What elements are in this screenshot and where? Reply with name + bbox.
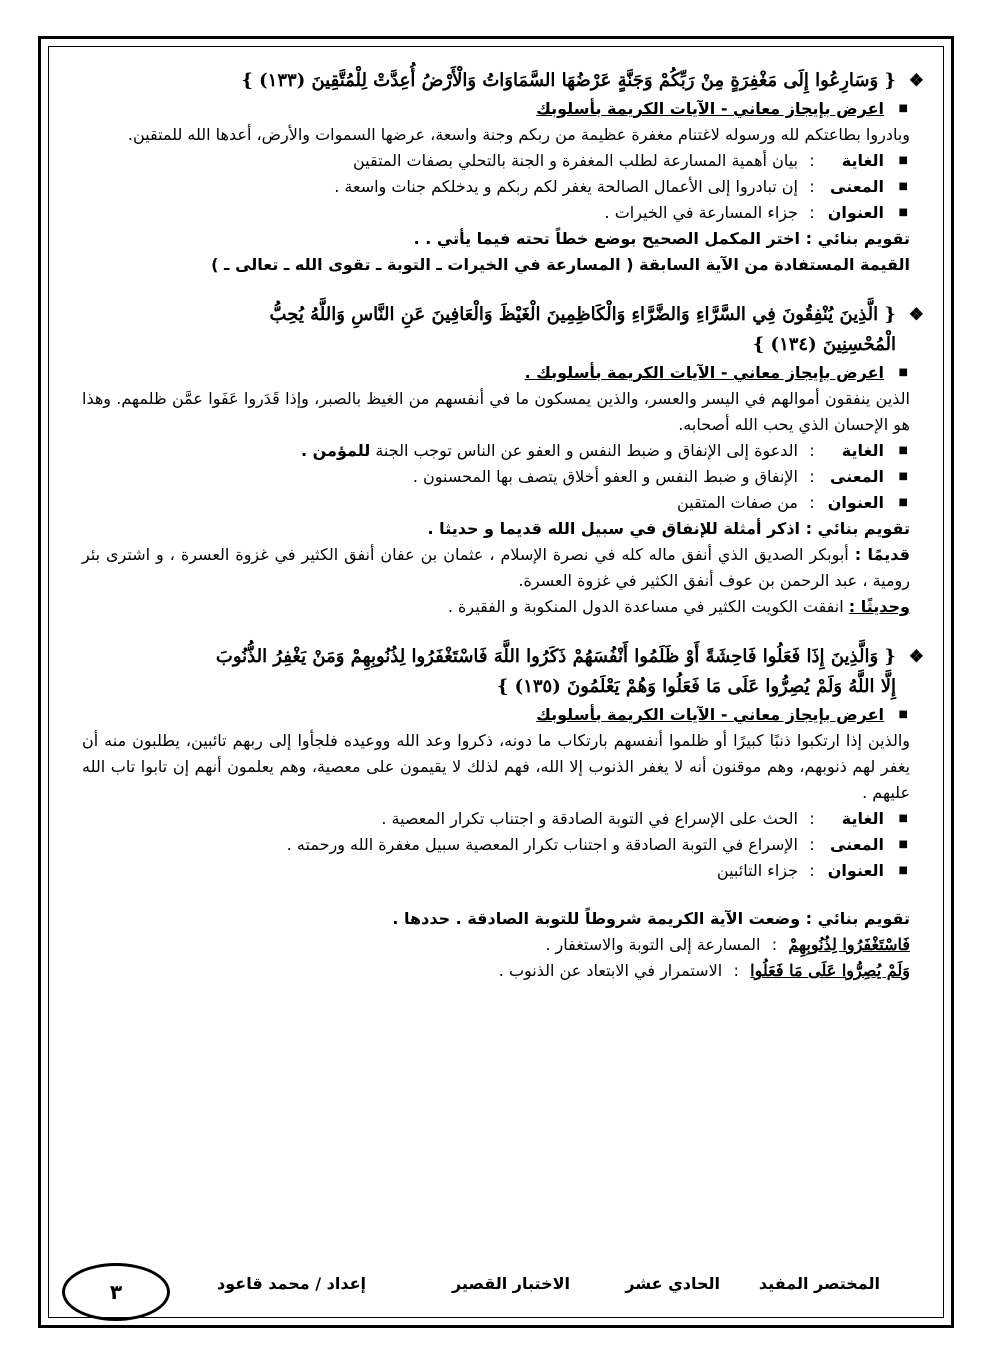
evaluation-3: تقويم بنائي : وضعت الآية الكريمة شروطاً للتوبة الصادقة . حددها . <box>392 909 910 928</box>
title-3: ■ العنوان:جزاء التائبين <box>82 858 910 884</box>
title-1: ■ العنوان:جزاء المسارعة في الخيرات . <box>82 200 910 226</box>
page-number: ٣ <box>109 1280 123 1304</box>
value-line-1: القيمة المستفادة من الآية السابقة ( المسارعة في الخيرات ـ التوبة ـ تقوى الله ـ تعالى ـ ) <box>211 255 910 274</box>
verse-133: ❖ { وَسَارِعُوا إِلَى مَغْفِرَةٍ مِنْ رَبِّكُمْ وَجَنَّةٍ عَرْضُهَا السَّمَاوَاتُ وَالْأَرْضُ أُعِدَّتْ لِلْمُتَّقِينَ (١٣٣) } <box>82 66 910 96</box>
diamond-bullet-icon: ❖ <box>908 647 924 667</box>
condition-1: فَاسْتَغْفَرُوا لِذُنُوبِهِمْ:المسارعة إلى التوبة والاستغفار . <box>545 935 910 954</box>
evaluation-1: تقويم بنائي : اختر المكمل الصحيح بوضع خطاً تحته فيما يأتي . . <box>413 229 910 248</box>
example-old: قديمًا : أبوبكر الصديق الذي أنفق ماله كله في نصرة الإسلام ، عثمان بن عفان أنفق الكثير في غزوة العسرة ، و اشترى بئر رومية ، عبد الرحمن بن عوف أنفق الكثير في غزوة العسرة. <box>82 545 910 590</box>
verse-135: ❖ { وَالَّذِينَ إِذَا فَعَلُوا فَاحِشَةً أَوْ ظَلَمُوا أَنْفُسَهُمْ ذَكَرُوا اللَّهَ فَاسْتَغْفَرُوا لِذُنُوبِهِمْ وَمَنْ يَغْفِرُ الذُّنُوبَ إِلَّا اللَّهُ وَلَمْ يُصِرُّوا عَلَى مَا فَعَلُوا وَهُمْ يَعْلَمُونَ (١٣٥) } <box>82 642 910 702</box>
goal-2: ■ الغاية:الدعوة إلى الإنفاق و ضبط النفس و العفو عن الناس توجب الجنة للمؤمن . <box>82 438 910 464</box>
verse-134: ❖ { الَّذِينَ يُنْفِقُونَ فِي السَّرَّاءِ وَالضَّرَّاءِ وَالْكَاظِمِينَ الْغَيْظَ وَالْعَافِينَ عَنِ النَّاسِ وَاللَّهُ يُحِبُّ الْمُحْسِنِينَ (١٣٤) } <box>82 300 910 360</box>
meaning-2: ■ المعنى:الإنفاق و ضبط النفس و العفو أخلاق يتصف بها المحسنون . <box>82 464 910 490</box>
page-number-oval <box>62 1263 170 1321</box>
footer <box>48 1266 944 1306</box>
diamond-bullet-icon: ❖ <box>908 305 924 325</box>
example-new: وحديثًا : انفقت الكويت الكثير في مساعدة الدول المنكوبة و الفقيرة . <box>447 597 910 616</box>
page-content <box>82 66 924 984</box>
title-2: ■ العنوان:من صفات المتقين <box>82 490 910 516</box>
footer-grade: الحادي عشر <box>625 1274 720 1293</box>
evaluation-2: تقويم بنائي : اذكر أمثلة للإنفاق في سبيل الله قديما و حديثا . <box>427 519 910 538</box>
goal-1: ■ الغاية:بيان أهمية المسارعة لطلب المغفرة و الجنة بالتحلي بصفات المتقين <box>82 148 910 174</box>
instruction-1: ■ اعرض بإيجاز معاني - الآيات الكريمة بأسلوبك <box>82 96 910 122</box>
condition-2: وَلَمْ يُصِرُّوا عَلَى مَا فَعَلُوا:الاستمرار في الابتعاد عن الذنوب . <box>498 961 910 980</box>
meaning-1: ■ المعنى:إن تبادروا إلى الأعمال الصالحة يغفر لكم ربكم و يدخلكم جنات واسعة . <box>82 174 910 200</box>
explanation-2: الذين ينفقون أموالهم في اليسر والعسر، والذين يمسكون ما في أنفسهم من الغيظ بالصبر، وإذا قَدَروا عَفَوا عمَّن ظلمهم. وهذا هو الإحسان الذي يحب الله أصحابه. <box>82 389 910 434</box>
footer-book: المختصر المفيد <box>758 1274 880 1293</box>
footer-author: إعداد / محمد قاعود <box>217 1274 366 1293</box>
goal-3: ■ الغاية:الحث على الإسراع في التوبة الصادقة و اجتناب تكرار المعصية . <box>82 806 910 832</box>
explanation-3: والذين إذا ارتكبوا ذنبًا كبيرًا أو ظلموا أنفسهم بارتكاب ما دونه، ذكروا وعد الله ووعيده فلجأوا إلى ربهم تائبين، يطلبون منه أن يغفر لهم ذنوبهم، وهم موقنون أنه لا يغفر الذنوب إلا الله، فهم لذلك لا يقيمون على معصية، وهم يعلمون أنهم إن تابوا تاب الله عليهم . <box>82 731 910 802</box>
footer-exam: الاختبار القصير <box>451 1274 570 1293</box>
meaning-3: ■ المعنى:الإسراع في التوبة الصادقة و اجتناب تكرار المعصية سبيل مغفرة الله ورحمته . <box>82 832 910 858</box>
explanation-1: وبادروا بطاعتكم لله ورسوله لاغتنام مغفرة عظيمة من ربكم وجنة واسعة، عرضها السموات والأرض، أعدها الله للمتقين. <box>127 125 910 144</box>
instruction-3: ■ اعرض بإيجاز معاني - الآيات الكريمة بأسلوبك <box>82 702 910 728</box>
diamond-bullet-icon: ❖ <box>908 71 924 91</box>
instruction-2: ■ اعرض بإيجاز معاني - الآيات الكريمة بأسلوبك . <box>82 360 910 386</box>
